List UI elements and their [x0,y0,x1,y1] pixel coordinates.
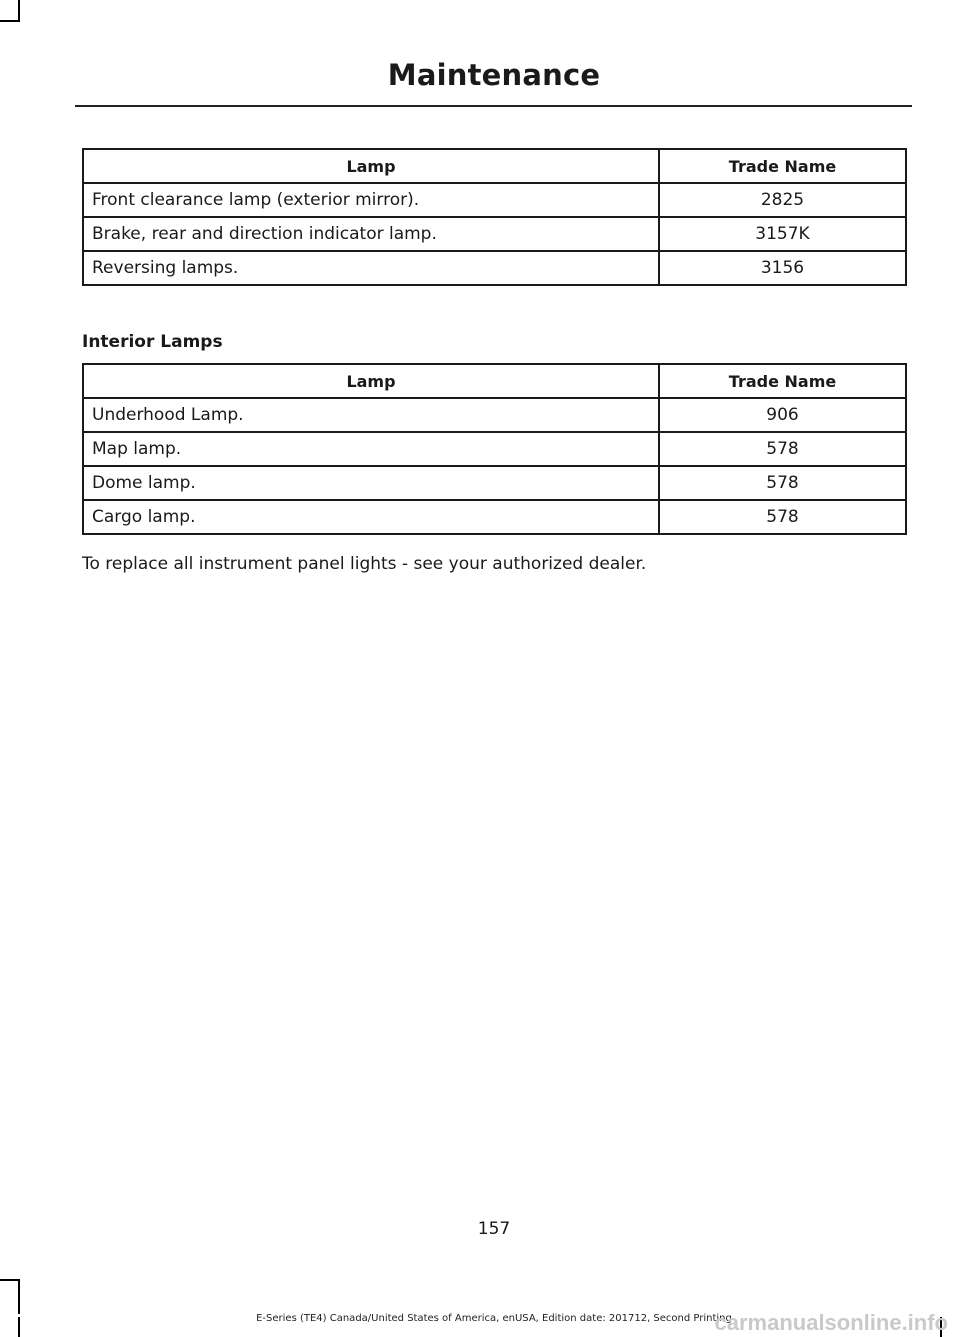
trade-name-cell: 578 [659,466,906,500]
page-title: Maintenance [387,58,601,92]
table-row [83,466,906,500]
trade-name-cell: 906 [659,398,906,432]
column-header-trade-name: Trade Name [659,149,906,183]
column-header-lamp: Lamp [83,364,659,398]
column-header-trade-name: Trade Name [659,364,906,398]
crop-mark-top-left [18,0,20,20]
table-row [83,251,906,285]
footer-edition-text: E-Series (TE4) Canada/United States of America, enUSA, Edition date: 201712, Second Printing [256,1313,732,1324]
crop-mark-bottom-left-h [0,1279,20,1281]
section-heading-interior-lamps: Interior Lamps [82,332,223,352]
crop-mark-top-left-h [0,20,20,22]
table-row [83,500,906,534]
trade-name-cell: 578 [659,432,906,466]
trade-name-cell: 578 [659,500,906,534]
table-row [83,432,906,466]
interior-lamps-table [82,363,907,535]
column-header-lamp: Lamp [83,149,659,183]
table-header-row [83,149,906,183]
lamp-cell: Cargo lamp. [83,500,659,534]
lamp-cell: Map lamp. [83,432,659,466]
table-row [83,398,906,432]
trade-name-cell: 2825 [659,183,906,217]
lamp-cell: Brake, rear and direction indicator lamp. [83,217,659,251]
trade-name-cell: 3156 [659,251,906,285]
instrument-panel-note: To replace all instrument panel lights - see your authorized dealer. [82,554,647,574]
table-row [83,183,906,217]
lamp-cell: Front clearance lamp (exterior mirror). [83,183,659,217]
page-number: 157 [477,1219,511,1239]
lamp-cell: Dome lamp. [83,466,659,500]
table-header-row [83,364,906,398]
watermark: carmanualsonline.info [714,1310,948,1335]
lamp-cell: Reversing lamps. [83,251,659,285]
exterior-lamps-table [82,148,907,286]
lamp-cell: Underhood Lamp. [83,398,659,432]
title-divider [75,105,912,107]
crop-mark-bottom-left-v [18,1279,20,1314]
table-row [83,217,906,251]
trade-name-cell: 3157K [659,217,906,251]
